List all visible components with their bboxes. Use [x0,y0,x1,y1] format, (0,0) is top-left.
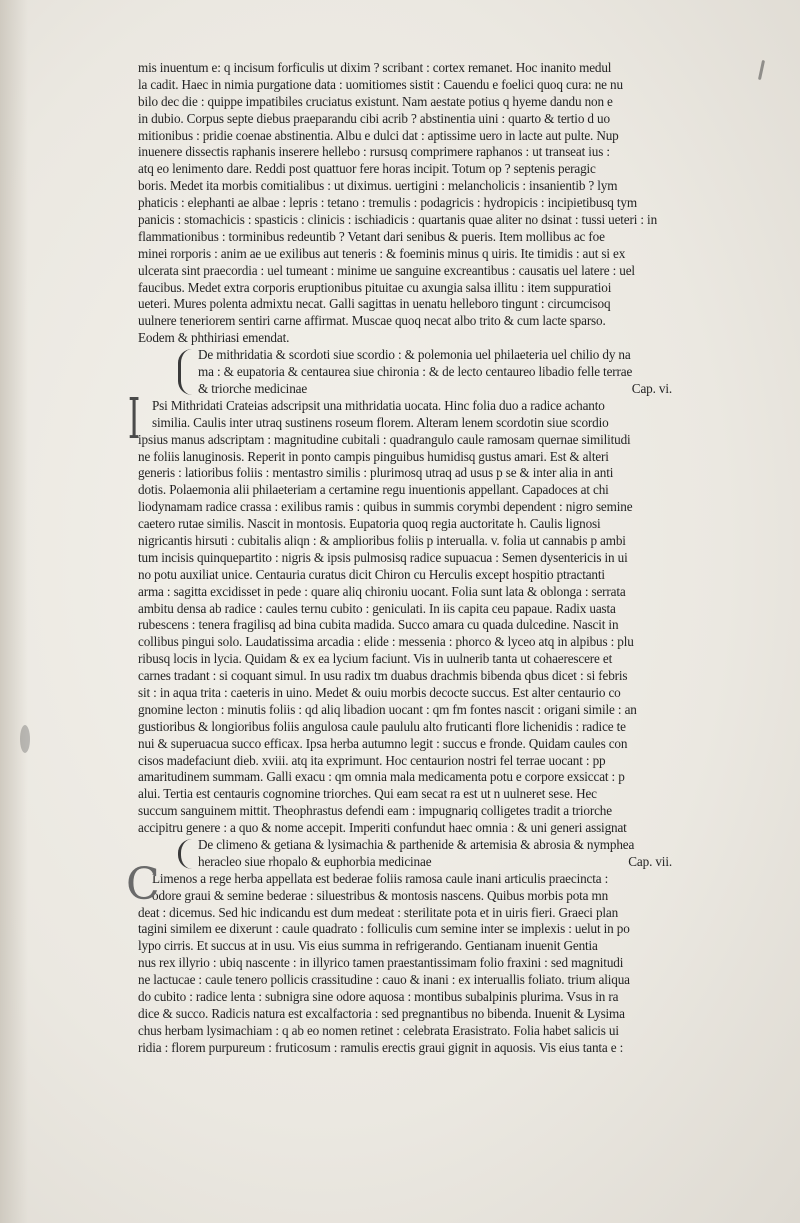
drop-cap-initial: I [128,386,141,452]
text-line: panicis : stomachicis : spasticis : clinicis : ischiadicis : quartanis quae aliter no dsinat : tussi ueteri : in [138,212,658,228]
text-line: succum sanguinem mittit. Theophrastus defendi eam : impugnariq colligetes tradit a triorche [138,803,612,819]
text-line: la cadit. Haec in nimia purgatione data : uomitiomes sistit : Cauendu e foelici quoq cura: ne nu [138,76,623,92]
text-line: cisos madefaciunt dieb. xviii. atq ita exprimunt. Hoc centaurion nostri fel terrae uocant : pp [138,752,606,768]
text-line: ambitu densa ab radice : caules ternu cubito : geniculati. In iis capita ceu papaue. Radix uasta [138,600,616,616]
text-line: minei rorporis : anim ae ue exilibus aut teneris : & foeminis minus q uiris. Ite timidis : aut si ex [138,245,626,261]
text-line: dotis. Polaemonia alii philaeteriam a certamine regu inuentionis appellant. Capadoces at chi [138,482,609,498]
text-line: ridia : florem purpureum : fruticosum : ramulis erectis graui gignit in aquosis. Vis eius tanta e : [138,1039,624,1055]
text-line: mitionibus : pridie coenae abstinentia. Albu e dulci dat : aptissime uero in lacte aut pulte. Nup [138,127,619,143]
heading-line [138,381,686,398]
text-line: amaritudinem summam. Galli exacu : qm omnia mala medicamenta potu e corpore exsiccat : p [138,769,625,785]
text-line: no potu auxiliat unice. Centauria curatus dicit Chiron cu Herculis except hospitio ptractanti [138,566,605,582]
text-line: ne foliis lanuginosis. Reperit in ponto campis pinguibus humidisq gustus amari. Est & alteri [138,448,609,464]
text-line: phaticis : elephanti ae albae : lepris : tetano : tremulis : podagricis : hydropicis : incipietibusq tym [138,195,637,211]
text-line: odore graui & semine bederae : siluestribus & montosis nascens. Quibus morbis pota mn [152,887,609,903]
text-line: ne lactucae : caule tenero pollicis crassitudine : cauo & inani : ex interuallis foliato. trium aliqua [138,972,630,988]
text-line: ueteri. Mures polenta admixtu necat. Galli sagittas in uenatu helleboro tingunt : circumcisoq [138,296,611,312]
text-line: Eodem & phthiriasi emendat. [138,330,290,346]
text-line: chus herbam lysimachiam : q ab eo nomen retinet : celebrata Erasistrato. Folia habet salicis ui [138,1022,619,1038]
text-line: boris. Medet ita morbis comitialibus : ut diximus. uertigini : melancholicis : insanientib ? lym [138,178,618,194]
chapter-heading-6 [138,347,686,398]
text-line: lypo cirris. Et succus at in usu. Vis eius summa in refrigerando. Gentianam inuenit Gentia [138,938,598,954]
text-line: gnomine lecton : minutis foliis : qd aliq libadion uocant : qm fm fontes nascit : origani simile : an [138,701,637,717]
text-line: similia. Caulis inter utraq sustinens roseum florem. Alteram lenem scordotin siue scordio [152,414,609,430]
heading-bracket [178,349,199,395]
chapter-number: Cap. vi. [631,380,672,396]
text-line: generis : latioribus foliis : mentastro similis : plurimosq utraq ad usus p se & inter alia in anti [138,465,614,481]
text-line: caetero rutae similis. Nascit in montosis. Eupatoria quoq regia auctoritate h. Caulis lignosi [138,516,601,532]
text-line: atq eo lenimento dare. Reddi post quattuor fere horas incipit. Totum op ? septenis peragic [138,161,596,177]
text-line: collibus pingui solo. Laudatissima arcadia : elide : messenia : phorco & lyceo atq in alpibus : plu [138,634,634,650]
text-line: uulnere teneriorem sentiri carne affirmat. Muscae quoq necat albo trito & cum lacte sparso. [138,313,606,329]
text-line: deat : dicemus. Sed hic indicandu est dum medeat : sterilitate pota et in uiris fieri. Graeci plan [138,904,619,920]
paper-stain [758,60,765,80]
text-line: sit : in aqua trita : caeteris in uino. Medet & ouiu morbis decocte succus. Est alter centaurio co [138,684,621,700]
drop-cap-initial: C [126,858,160,910]
page-gutter-shadow [0,0,28,1223]
chapter-heading-7 [138,837,686,871]
text-line: nui & superuacua succo efficax. Ipsa herba autumno legit : succus e fronde. Quidam caules con [138,735,628,751]
text-line: arma : sagitta excidisset in pede : quare aliq chironiu uocant. Folia sunt lata & oblonga : serrata [138,583,626,599]
text-line: carnes tradant : si coquant simul. In usu radix tm duabus drachmis bibenda qbus dicet : si febris [138,668,628,684]
heading-text: & triorche medicinae [198,380,308,396]
text-line: Psi Mithridati Crateias adscripsit una mithridatia uocata. Hinc folia duo a radice achanto [152,397,605,413]
heading-line [138,854,686,871]
heading-bracket [178,839,199,869]
text-line: ipsius manus adscriptam : magnitudine cubitali : quadrangulo caule ramosam quernae similitudi [138,431,631,447]
text-line: rubescens : tenera fragilisq ad bina cubita madida. Succo amara cu quada dulcedine. Nascit in [138,617,619,633]
paragraph-hellebore [138,60,686,347]
paper-stain [20,725,30,753]
heading-line: De mithridatia & scordoti siue scordio : & polemonia uel philaeteria uel chilio dy na [198,347,631,363]
text-line: liodynamam radice crassa : exilibus ramis : quibus in summis corymbi dependent : nigro semine [138,499,633,515]
text-line: nigricantis hirsuti : cubitalis aliqn : & amplioribus foliis p interualla. v. folia ut cannabis p ambi [138,532,626,548]
text-line: flammationibus : torminibus redeuntib ? Vetant dari senibus & pueris. Item mollibus ac foe [138,228,605,244]
text-column [126,60,686,1057]
text-line: nus rex illyrio : ubiq nascente : in illyrico tamen praestantissimam folio fraxini : sed magnitudi [138,955,624,971]
text-line: tum incisis quinquepartito : nigris & ipsis pulmosisq radice supuacua : Semen dysentericis in ui [138,549,628,565]
text-line: ulcerata sint praecordia : uel tumeant : minime ue sanguine excreantibus : causatis uel latere : uel [138,262,635,278]
text-line: in dubio. Corpus septe diebus praeparandu cibi acrib ? abstinentia uini : quarto & tertio d uo [138,110,610,126]
heading-line: ma : & eupatoria & centaurea siue chironia : & de lecto centaureo libadio felle terrae [198,364,633,380]
text-line: gustioribus & longioribus foliis angulosa caule paululu alto fruticanti flore lichenidis : radice te [138,718,626,734]
text-line: do cubito : radice lenta : subnigra sine odore aquosa : montibus subalpinis plurima. Vsus in ra [138,989,619,1005]
text-line: bilo dec die : quippe impatibiles cruciatus existunt. Nam aestate potius q hyeme dandu non e [138,93,613,109]
text-line: Limenos a rege herba appellata est bederae foliis ramosa caule inani articulis praecincta : [152,870,609,886]
text-line: alui. Tertia est centauris cognomine triorches. Qui eam secat ra est ut n uulneret sese. Hec [138,786,597,802]
text-line: accipitru genere : a quo & nome accepit. Imperiti confundut haec omnia : & uni generi assignat [138,820,627,836]
text-line: ribusq locis in lycia. Quidam & ex ea lycium faciunt. Vis in uulnerib tanta ut cohaerescere et [138,651,613,667]
text-line: dice & succo. Radicis natura est excalfactoria : sed pregnantibus no bibenda. Inuenit & Lysima [138,1005,625,1021]
text-line: inuenere dissectis raphanis inserere hellebo : rursusq comprimere raphanos : ut transeat ius : [138,144,610,160]
chapter-number: Cap. vii. [628,853,672,869]
text-line: faucibus. Medet extra corporis eruptionibus pituitae cu axungia salsa illitu : item suppuratioi [138,279,612,295]
text-line: tagini similem ee dixerunt : caule quadrato : folliculis cum semine inter se implexis : uelut in po [138,921,630,937]
heading-text: heracleo siue rhopalo & euphorbia medicinae [198,853,432,869]
text-line: mis inuentum e: q incisum forficulis ut dixim ? scribant : cortex remanet. Hoc inanito medul [138,60,612,75]
heading-line: De climeno & getiana & lysimachia & parthenide & artemisia & abrosia & nymphea [198,836,635,852]
